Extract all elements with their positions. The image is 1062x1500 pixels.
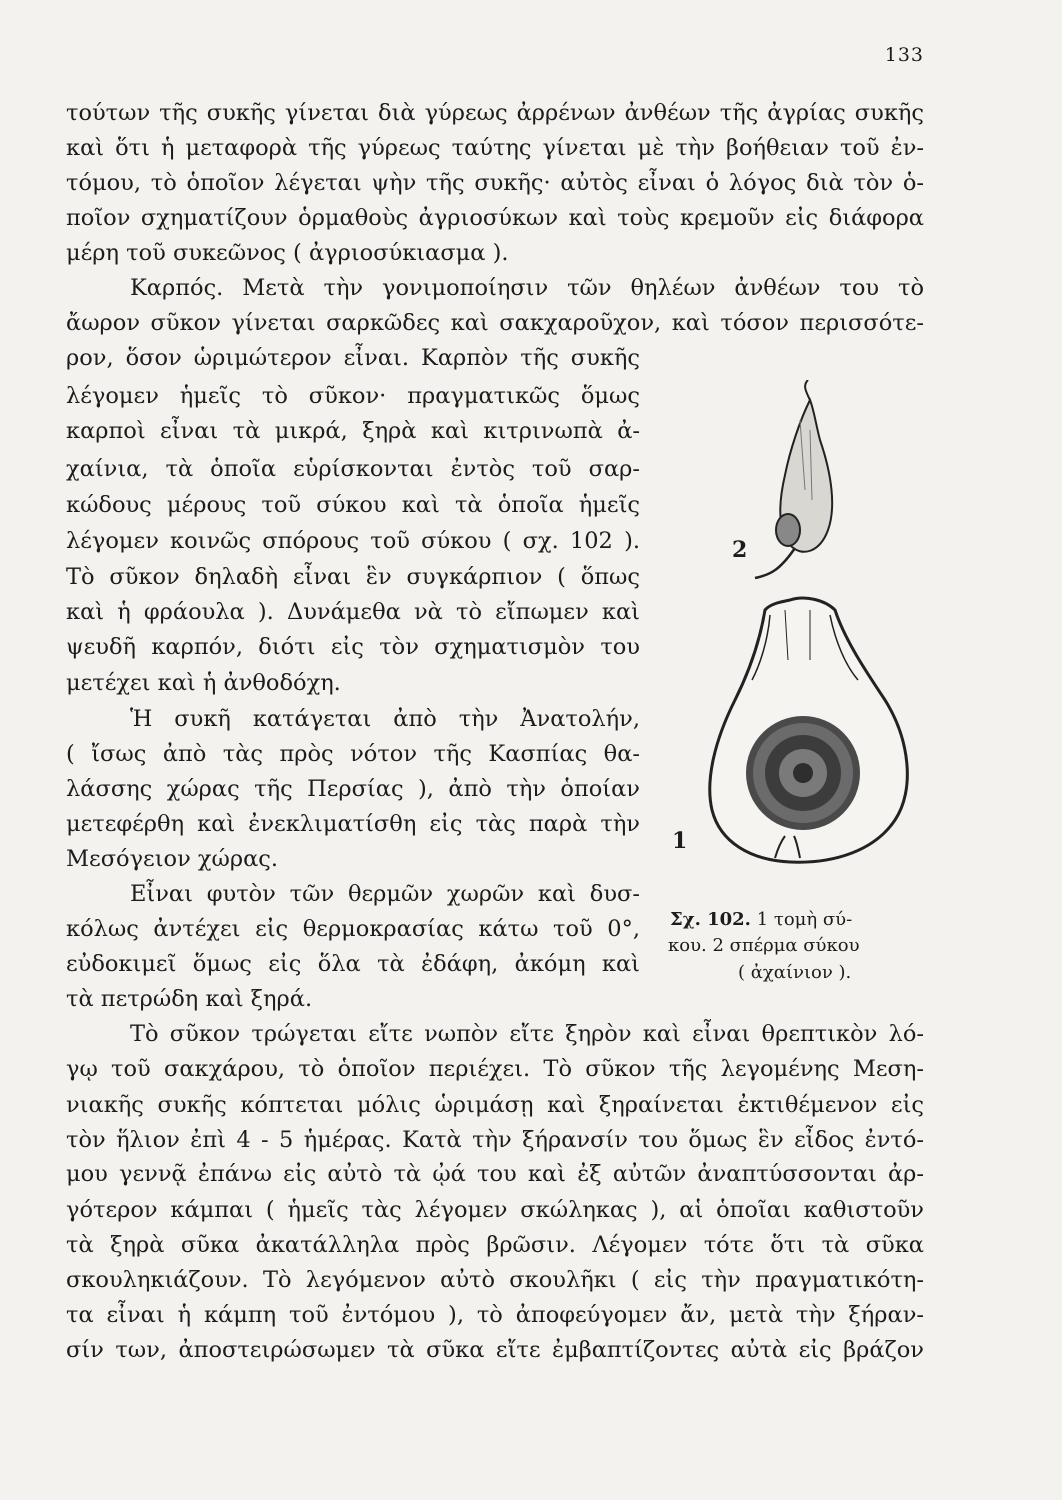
- text-line: γῳ τοῦ σακχάρου, τὸ ὁποῖον περιέχει. Τὸ σῦκον τῆς λεγομένης Μεση-: [66, 1056, 924, 1082]
- text-line: Εἶναι φυτὸν τῶν θερμῶν χωρῶν καὶ δυσ-: [130, 881, 640, 907]
- text-line: ρον, ὅσον ὡριμώτερον εἶναι. Καρπὸν τῆς συκῆς: [66, 345, 640, 371]
- figure-caption-line-2: κου. 2 σπέρμα σύκου: [668, 935, 860, 956]
- text-line: καὶ ὅτι ἡ μεταφορὰ τῆς γύρεως ταύτης γίνεται μὲ τὴν βοήθειαν τοῦ ἐν-: [66, 135, 924, 161]
- text-line: χαίνια, τὰ ὁποῖα εὑρίσκονται ἐντὸς τοῦ σαρ-: [66, 456, 640, 482]
- fig-label-2: 2: [732, 537, 748, 563]
- figure-caption-line-3: ( ἀχαίνιον ).: [738, 962, 852, 983]
- text-line: τόμου, τὸ ὁποῖον λέγεται ψὴν τῆς συκῆς· αὐτὸς εἶναι ὁ λόγος διὰ τὸν ὁ-: [66, 170, 924, 196]
- text-line: ἄωρον σῦκον γίνεται σαρκῶδες καὶ σακχαροῦχον, καὶ τόσον περισσότε-: [66, 310, 924, 336]
- caption-figure-number: Σχ. 102.: [670, 909, 751, 930]
- text-line: τὰ πετρώδη καὶ ξηρά.: [66, 986, 313, 1012]
- fig-seeds-core: [746, 716, 860, 830]
- page-number: 133: [884, 44, 924, 66]
- fig-illustration: [660, 380, 940, 880]
- text-line: Καρπός. Μετὰ τὴν γονιμοποίησιν τῶν θηλέων ἀνθέων του τὸ: [130, 275, 924, 301]
- fig-label-1: 1: [672, 828, 688, 854]
- text-line: τὸν ἥλιον ἐπὶ 4 - 5 ἡμέρας. Κατὰ τὴν ξήρανσίν του ὅμως ἓν εἶδος ἐντό-: [66, 1127, 924, 1153]
- figure-caption-line-1: [670, 909, 852, 930]
- text-line: κώδους μέρους τοῦ σύκου καὶ τὰ ὁποῖα ἡμεῖς: [66, 492, 640, 518]
- text-line: μέρη τοῦ συκεῶνος ( ἀγριοσύκιασμα ).: [66, 240, 509, 266]
- text-line: Ἡ συκῆ κατάγεται ἀπὸ τὴν Ἀνατολήν,: [130, 706, 640, 732]
- text-line: μετεφέρθη καὶ ἐνεκλιματίσθη εἰς τὰς παρὰ τὴν: [66, 811, 640, 837]
- text-line: νιακῆς συκῆς κόπτεται μόλις ὡριμάσῃ καὶ ξηραίνεται ἐκτιθέμενον εἰς: [66, 1092, 924, 1118]
- text-line: κόλως ἀντέχει εἰς θερμοκρασίας κάτω τοῦ 0°,: [66, 916, 640, 942]
- text-line: τὰ ξηρὰ σῦκα ἀκατάλληλα πρὸς βρῶσιν. Λέγομεν τότε ὅτι τὰ σῦκα: [66, 1232, 924, 1258]
- text-line: μετέχει καὶ ἡ ἀνθοδόχη.: [66, 670, 341, 696]
- text-line: λάσσης χώρας τῆς Περσίας ), ἀπὸ τὴν ὁποίαν: [66, 776, 640, 802]
- text-line: Τὸ σῦκον δηλαδὴ εἶναι ἓν συγκάρπιον ( ὅπως: [66, 564, 640, 590]
- text-line: ψευδῆ καρπόν, διότι εἰς τὸν σχηματισμὸν του: [66, 634, 640, 660]
- text-line: λέγομεν ἡμεῖς τὸ σῦκον· πραγματικῶς ὅμως: [66, 383, 640, 409]
- text-line: Μεσόγειον χώρας.: [66, 846, 279, 872]
- text-line: ( ἴσως ἀπὸ τὰς πρὸς νότον τῆς Κασπίας θα-: [66, 741, 640, 767]
- text-line: καρποὶ εἶναι τὰ μικρά, ξηρὰ καὶ κιτρινωπὰ ἀ-: [66, 418, 640, 444]
- text-line: μου γεννᾷ ἐπάνω εἰς αὐτὸ τὰ ᾠά του καὶ ἐξ αὐτῶν ἀναπτύσσονται ἀρ-: [66, 1161, 924, 1187]
- caption-text: 1 τομὴ σύ-: [756, 909, 853, 930]
- seed-drawing: [755, 380, 832, 578]
- text-line: καὶ ἡ φράουλα ). Δυνάμεθα νὰ τὸ εἴπωμεν καὶ: [66, 599, 640, 625]
- text-line: Τὸ σῦκον τρώγεται εἴτε νωπὸν εἴτε ξηρὸν καὶ εἶναι θρεπτικὸν λό-: [130, 1021, 924, 1047]
- text-line: γότερον κάμπαι ( ἡμεῖς τὰς λέγομεν σκώληκας ), αἱ ὁποῖαι καθιστοῦν: [66, 1197, 924, 1223]
- text-line: τούτων τῆς συκῆς γίνεται διὰ γύρεως ἀρρένων ἀνθέων τῆς ἀγρίας συκῆς: [66, 100, 924, 126]
- text-line: λέγομεν κοινῶς σπόρους τοῦ σύκου ( σχ. 102 ).: [66, 528, 640, 554]
- text-line: ποῖον σχηματίζουν ὁρμαθοὺς ἀγριοσύκων καὶ τοὺς κρεμοῦν εἰς διάφορα: [66, 205, 924, 231]
- figure-102: [660, 380, 940, 880]
- text-line: σίν των, ἀποστειρώσωμεν τὰ σῦκα εἴτε ἐμβαπτίζοντες αὐτὰ εἰς βράζον: [66, 1337, 924, 1363]
- text-line: εὐδοκιμεῖ ὅμως εἰς ὅλα τὰ ἐδάφη, ἀκόμη καὶ: [66, 951, 640, 977]
- text-line: τα εἶναι ἡ κάμπη τοῦ ἐντόμου ), τὸ ἀποφεύγομεν ἄν, μετὰ τὴν ξήραν-: [66, 1302, 924, 1328]
- text-line: σκουληκιάζουν. Τὸ λεγόμενον αὐτὸ σκουλῆκι ( εἰς τὴν πραγματικότη-: [66, 1267, 924, 1293]
